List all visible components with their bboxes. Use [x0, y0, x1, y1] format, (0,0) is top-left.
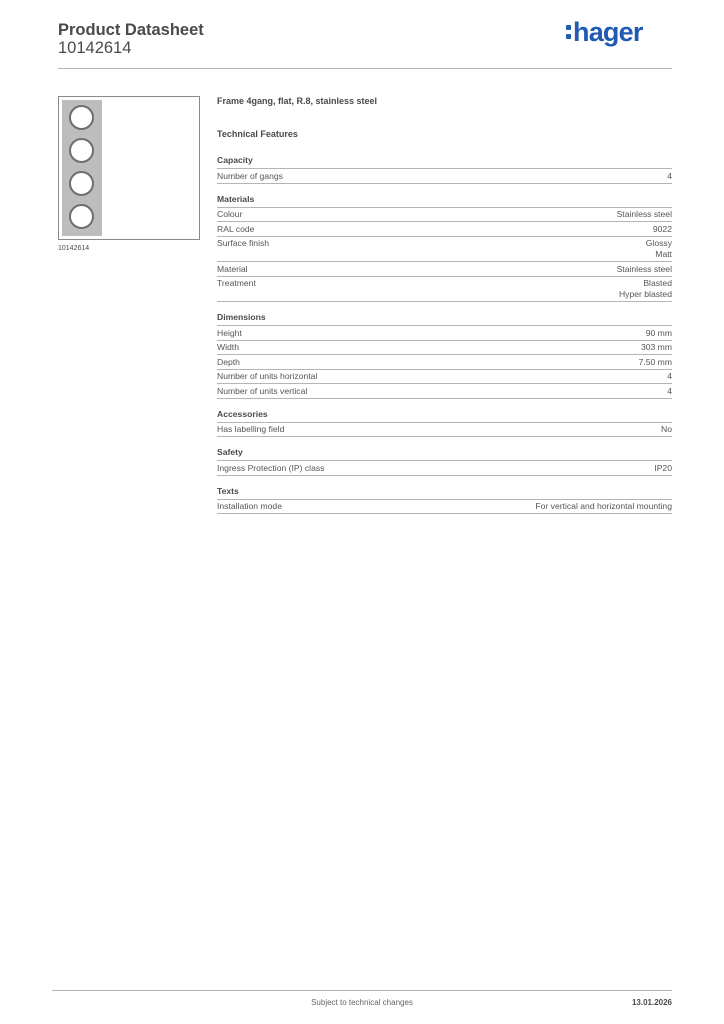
spec-row	[217, 341, 672, 356]
spec-value	[646, 328, 672, 339]
gang-opening-icon	[69, 138, 94, 163]
spec-value-line: 303 mm	[640, 342, 672, 352]
product-name: Frame 4gang, flat, R.8, stainless steel	[217, 96, 378, 106]
spec-row	[217, 237, 672, 263]
spec-row	[217, 370, 672, 385]
spec-value-line: For vertical and horizontal mounting	[535, 501, 672, 511]
spec-row	[217, 384, 672, 399]
spec-value	[619, 278, 672, 300]
spec-row	[217, 500, 672, 515]
spec-label: Height	[217, 327, 242, 338]
section-title: Accessories	[217, 409, 672, 423]
spec-value	[617, 264, 672, 275]
spec-row	[217, 326, 672, 341]
spec-row	[217, 222, 672, 237]
spec-row	[217, 169, 672, 184]
gang-opening-icon	[69, 105, 94, 130]
spec-label: RAL code	[217, 223, 255, 234]
spec-value-line: No	[661, 424, 672, 434]
product-code: 10142614	[58, 39, 132, 57]
spec-value	[654, 463, 672, 474]
spec-value-line: 7.50 mm	[638, 356, 672, 367]
spec-label: Depth	[217, 356, 240, 367]
spec-value-line: 4	[667, 371, 672, 381]
spec-value	[641, 342, 672, 353]
footer-date: 13.01.2026	[631, 998, 672, 1007]
gang-opening-icon	[69, 171, 94, 196]
spec-section	[217, 486, 672, 515]
product-image	[58, 96, 200, 240]
spec-value-line: Glossy	[645, 238, 672, 248]
section-title: Materials	[217, 194, 672, 208]
spec-value-line: 4	[667, 170, 672, 181]
spec-label: Treatment	[217, 278, 256, 288]
spec-section	[217, 447, 672, 476]
spec-row	[217, 277, 672, 303]
spec-label: Material	[217, 263, 248, 274]
hager-logo	[566, 18, 643, 46]
logo-wordmark: hager	[573, 17, 643, 47]
footer-note: Subject to technical changes	[311, 998, 413, 1007]
spec-label: Number of units vertical	[217, 385, 308, 396]
section-title: Texts	[217, 486, 672, 500]
spec-value	[535, 501, 672, 512]
spec-value	[653, 224, 672, 235]
spec-value-line: Matt	[655, 249, 672, 259]
section-title: Dimensions	[217, 312, 672, 326]
spec-row	[217, 461, 672, 476]
section-title: Safety	[217, 447, 672, 461]
spec-value-line: Stainless steel	[616, 209, 672, 219]
technical-features-heading: Technical Features	[217, 129, 298, 139]
spec-label: Installation mode	[217, 501, 282, 511]
spec-value	[667, 386, 672, 397]
spec-value	[667, 371, 672, 382]
spec-label: Width	[217, 342, 239, 352]
spec-row	[217, 262, 672, 277]
spec-label: Number of units horizontal	[217, 371, 318, 381]
spec-value-line: Stainless steel	[616, 263, 672, 274]
spec-label: Surface finish	[217, 238, 270, 248]
spec-value	[639, 357, 672, 368]
spec-row	[217, 208, 672, 223]
spec-value-line: 9022	[652, 223, 672, 234]
section-title: Capacity	[217, 155, 672, 169]
spec-row	[217, 423, 672, 438]
frame-4gang-illustration	[62, 100, 102, 236]
gang-opening-icon	[69, 204, 94, 229]
spec-value-line: 4	[667, 385, 672, 396]
spec-value	[617, 209, 672, 220]
spec-label: Ingress Protection (IP) class	[217, 462, 325, 473]
spec-value	[667, 171, 672, 182]
page-title: Product Datasheet	[58, 21, 204, 39]
spec-sections	[217, 155, 672, 514]
spec-value-line: IP20	[654, 462, 672, 473]
header-divider	[58, 68, 672, 69]
spec-section	[217, 155, 672, 184]
spec-section	[217, 409, 672, 438]
logo-dots-icon	[566, 25, 571, 39]
spec-row	[217, 355, 672, 370]
footer-divider	[52, 990, 672, 991]
spec-label: Colour	[217, 209, 243, 219]
spec-value-line: Blasted	[643, 278, 672, 288]
spec-value	[661, 424, 672, 435]
spec-table	[217, 96, 672, 514]
spec-label: Has labelling field	[217, 424, 285, 434]
spec-section	[217, 312, 672, 399]
spec-label: Number of gangs	[217, 170, 283, 181]
spec-section	[217, 194, 672, 303]
spec-value-line: Hyper blasted	[618, 289, 672, 299]
spec-value	[646, 238, 672, 260]
product-image-caption: 10142614	[58, 245, 90, 252]
spec-value-line: 90 mm	[645, 327, 672, 338]
